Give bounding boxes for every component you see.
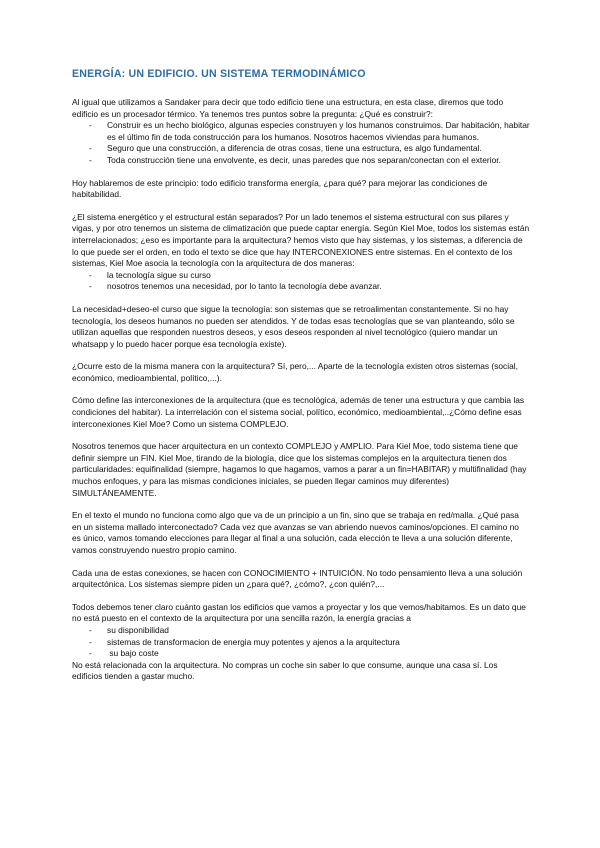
list-item: - nosotros tenemos una necesidad, por lo tanto la tecnología debe avanzar. — [89, 281, 382, 292]
list-item: - sistemas de transformacion de energia muy potentes y ajenos a la arquitectura — [89, 636, 400, 647]
list-item: - su bajo coste — [89, 648, 159, 659]
final-paragraph: No está relacionada con la arquitectura. No compras un coche sin saber lo que consume, aunque una casa sí. Los edificios tienden a gastar mucho. — [72, 659, 498, 682]
principle-paragraph: Hoy hablaremos de este principio: todo edificio transforma energía, ¿para qué? para mejorar las condiciones de habitabilidad. — [72, 177, 488, 200]
define-paragraph: Cómo define las interconexiones de la arquitectura (que es tecnológica, además de tener una estructura y que cambia las condiciones del habitar). La interrelación con el sistema social, político, económico, medioambiental,..¿Cómo define esas interconexiones Kiel Moe? Como un sistema COMPLEJO. — [72, 395, 525, 429]
energy-paragraph: Todos debemos tener claro cuánto gastan los edificios que vamos a proyectar y los que vemos/habitamos. Es un dato que no está puesto en el contexto de la arquitectura por una sencilla razón, la energía gracias a — [72, 601, 526, 624]
intro-paragraph: Al igual que utilizamos a Sandaker para decir que todo edificio tiene una estructura, en esta clase, diremos que todo edificio es un procesador térmico. Ya tenemos tres puntos sobre la pregunta: ¿Qué es construir?: — [72, 97, 504, 119]
energy-bullet-list — [72, 625, 530, 660]
complex-paragraph: Nosotros tenemos que hacer arquitectura en un contexto COMPLEJO y AMPLIO. Para Kiel Moe, todo sistema tiene que definir siempre un FIN. Kiel Moe, tirando de la biología, dice que los sistemas complejos en la arquitectura tienen dos particularidades: equifinalidad (siempre, hagamos lo que hagamos, vamos a parar a un fin=HABITAR) y multifinalidad (hay muchos enfoques, y para las mismas condiciones iniciales, se pueden llegar caminos muy diferentes) SIMULTÁNEAMENTE. — [72, 441, 527, 498]
list-item: - Toda construcción tiene una envolvente, es decir, unas paredes que nos separan/conectan con el exterior. — [89, 154, 501, 165]
systems-bullet-list — [72, 270, 530, 293]
document-page — [72, 68, 530, 683]
list-item: - Construir es un hecho biológico, algunas especies construyen y los humanos construimos. Dar habitación, habitar es el último fin de toda construcción para los humanos. Nosotros hacemos viviendas para humanos. — [89, 120, 530, 142]
same-paragraph: ¿Ocurre esto de la misma manera con la arquitectura? Sí, pero,... Aparte de la tecnología existen otros sistemas (social, económico, medioambiental, político,...). — [72, 361, 518, 383]
list-item: - la tecnología sigue su curso — [89, 269, 211, 280]
world-paragraph: En el texto el mundo no funciona como algo que va de un principio a un fin, sino que se trabaja en red/malla. ¿Qué pasa en un sistema mallado interconectado? Cada vez que avanzas se van abriendo nuevos caminos/opciones. El camino no es único, vamos tomando elecciones para llegar al final a una solución, cada elección te lleva a una solución diferente, vamos construyendo nuestro propio camino. — [72, 510, 519, 555]
intro-bullet-list — [72, 120, 530, 166]
need-paragraph: La necesidad+deseo-el curso que sigue la tecnología: son sistemas que se retroalimentan constantemente. Si no hay tecnología, los deseos humanos no pueden ser atendidos. Y de todas esas tecnologías que se van planteando, sólo se utilizan aquellas que responden nuestros deseos, y esos deseos responden al nivel tecnológico (quiero mandar un whatsapp y lo puedo hacer porque esa tecnología existe). — [72, 303, 515, 349]
knowledge-paragraph: Cada una de estas conexiones, se hacen con CONOCIMIENTO + INTUICIÓN. No todo pensamiento lleva a una solución arquitectónica. Los sistemas siempre piden un ¿para qué?, ¿cómo?, ¿con quién?,... — [72, 567, 523, 590]
list-item: - su disponibilidad — [89, 624, 169, 635]
systems-paragraph: ¿El sistema energético y el estructural están separados? Por un lado tenemos el sistema estructural con sus pilares y vigas, y por otro tenemos un sistema de climatización que puede captar energía. Según Kiel Moe, todos los sistemas están interrelacionados; ¿eso es importante para la arquitectura? hemos visto que hay sistemas, y los sistemas, a diferencia de lo que puede ser el orden, en todo el texto se dice que hay INTERCONEXIONES entre sistemas. En el contexto de los sistemas, Kiel Moe asocia la tecnología con la arquitectura de dos maneras: — [72, 211, 530, 269]
list-item: - Seguro que una construcción, a diferencia de otras cosas, tiene una estructura, es algo fundamental. — [89, 143, 482, 154]
document-title: ENERGÍA: UN EDIFICIO. UN SISTEMA TERMODINÁMICO — [72, 68, 366, 80]
